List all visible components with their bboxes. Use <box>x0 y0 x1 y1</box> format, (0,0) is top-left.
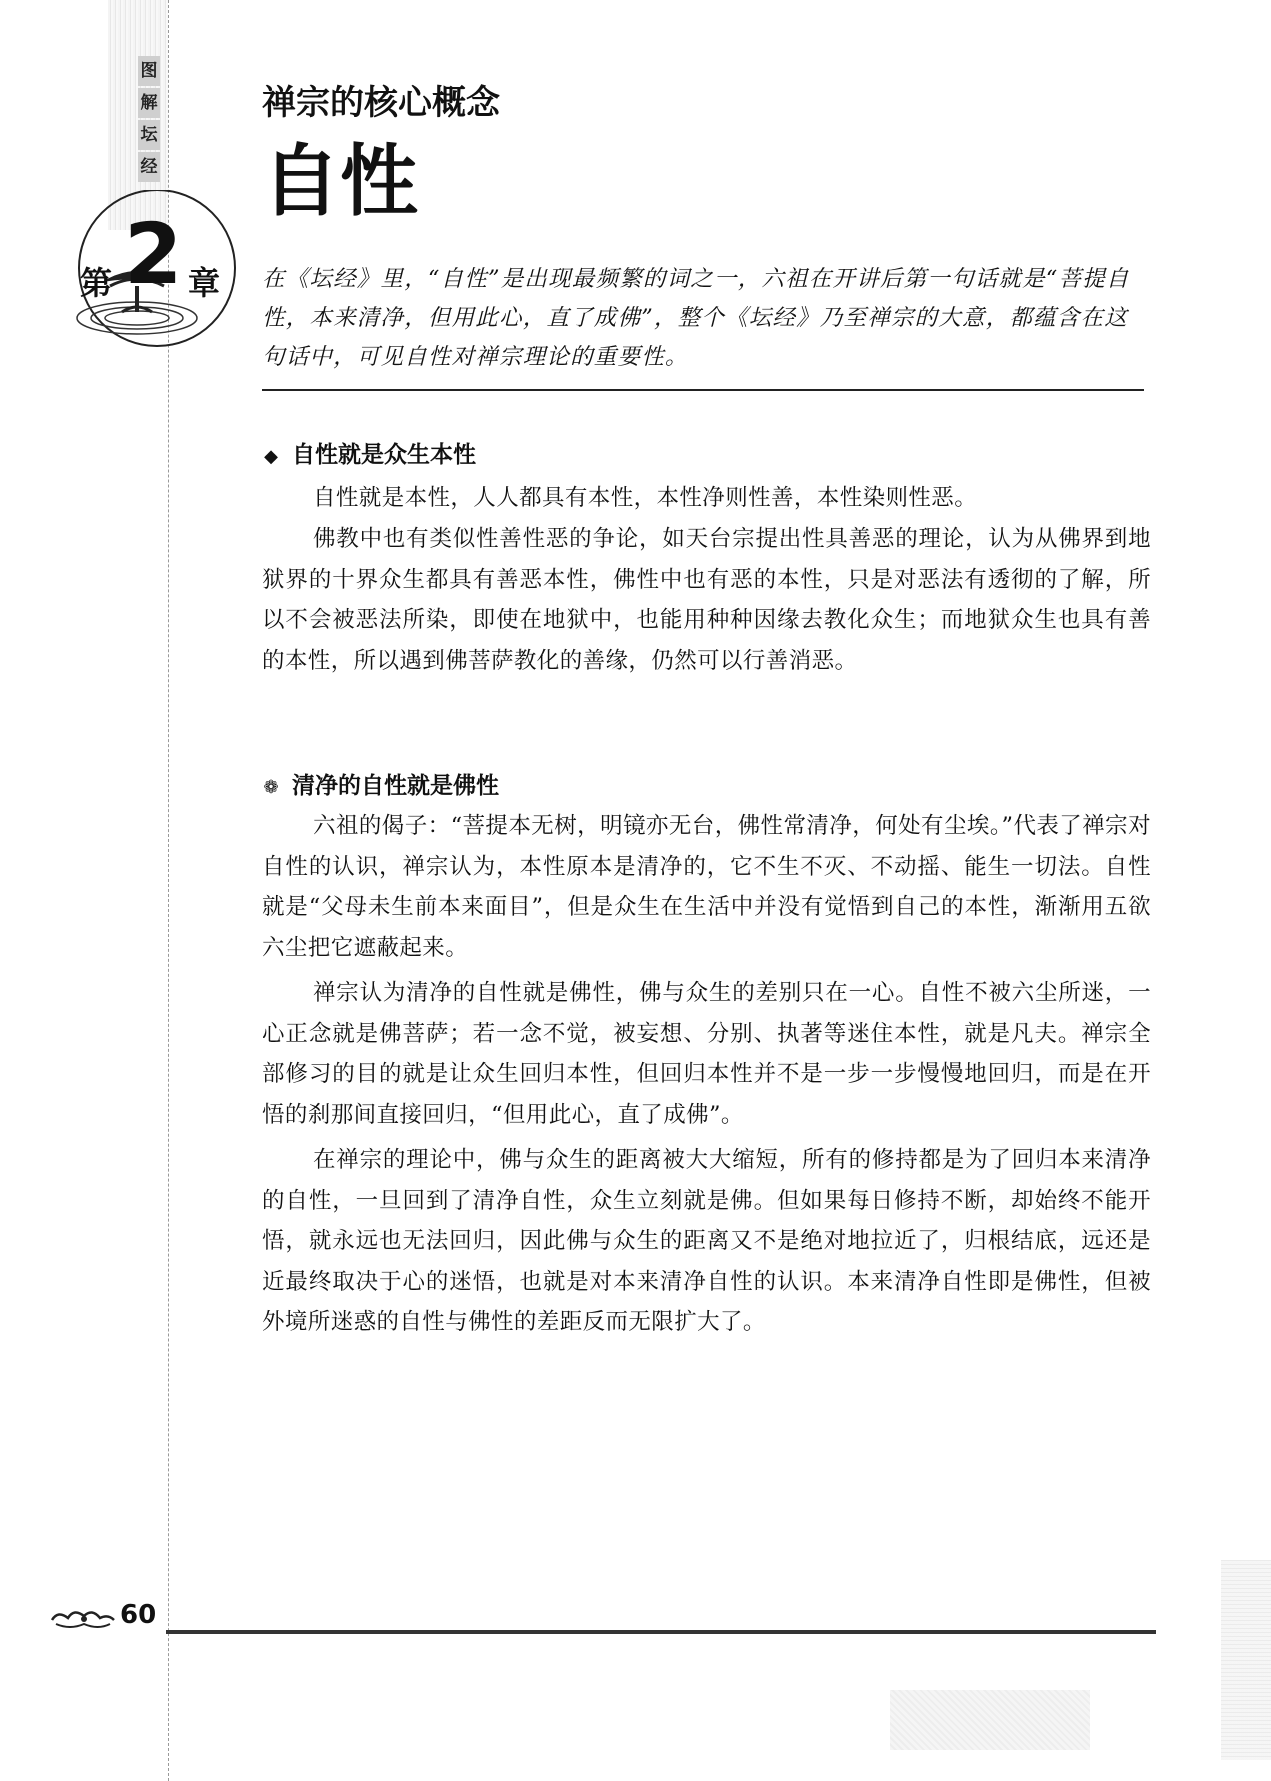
page-footer <box>48 1600 1158 1640</box>
series-char: 图 <box>138 56 160 86</box>
chapter-suffix: 章 <box>188 264 221 302</box>
intro-divider <box>262 389 1144 391</box>
section-heading <box>262 436 476 469</box>
scan-texture <box>1221 1560 1271 1760</box>
page-subtitle: 禅宗的核心概念 <box>262 83 500 123</box>
page-number: 60 <box>120 1600 157 1630</box>
flower-bullet-icon: ❁ <box>263 777 279 798</box>
footer-rule <box>166 1630 1156 1634</box>
section-heading-text: 清净的自性就是佛性 <box>292 773 499 799</box>
scan-texture <box>890 1690 1090 1750</box>
cloud-ornament-icon <box>48 1604 118 1634</box>
book-series-label <box>138 56 160 184</box>
chapter-prefix: 第 <box>80 264 113 302</box>
body-paragraph: 自性就是本性，人人都具有本性，本性净则性善，本性染则性恶。 <box>313 485 978 511</box>
series-char: 坛 <box>138 120 160 150</box>
chapter-badge <box>62 190 262 390</box>
body-paragraph: 佛教中也有类似性善性恶的争论，如天台宗提出性具善恶的理论，认为从佛界到地狱界的十界众生都具有善恶本性，佛性中也有恶的本性，只是对恶法有透彻的了解，所以不会被恶法所染，即使在地狱中，也能用种种因缘去教化众生；而地狱众生也具有善的本性，所以遇到佛菩萨教化的善缘，仍然可以行善消恶。 <box>262 526 1151 674</box>
section-heading <box>262 767 499 800</box>
body-paragraph: 在禅宗的理论中，佛与众生的距离被大大缩短，所有的修持都是为了回归本来清净的自性，一旦回到了清净自性，众生立刻就是佛。但如果每日修持不断，却始终不能开悟，就永远也无法回归，因此佛与众生的距离又不是绝对地拉近了，归根结底，远还是近最终取决于心的迷悟，也就是对本来清净自性的认识。本来清净自性即是佛性，但被外境所迷惑的自性与佛性的差距反而无限扩大了。 <box>262 1147 1151 1335</box>
page-title: 自性 <box>262 137 419 227</box>
chapter-number: 2 <box>124 205 183 303</box>
series-char: 解 <box>138 88 160 118</box>
section-heading-text: 自性就是众生本性 <box>292 442 476 468</box>
series-char: 经 <box>138 152 160 182</box>
body-paragraph: 禅宗认为清净的自性就是佛性，佛与众生的差别只在一心。自性不被六尘所迷，一心正念就是佛菩萨；若一念不觉，被妄想、分别、执著等迷住本性，就是凡夫。禅宗全部修习的目的就是让众生回归本性，但回归本性并不是一步一步慢慢地回归，而是在开悟的刹那间直接回归，“但用此心，直了成佛”。 <box>262 980 1151 1128</box>
body-paragraph: 六祖的偈子：“菩提本无树，明镜亦无台，佛性常清净，何处有尘埃。”代表了禅宗对自性的认识，禅宗认为，本性原本是清净的，它不生不灭、不动摇、能生一切法。自性就是“父母未生前本来面目”，但是众生在生活中并没有觉悟到自己的本性，渐渐用五欲六尘把它遮蔽起来。 <box>262 813 1151 961</box>
diamond-bullet-icon: ◆ <box>264 446 278 467</box>
intro-paragraph: 在《坛经》里，“自性”是出现最频繁的词之一，六祖在开讲后第一句话就是“菩提自性，本来清净，但用此心，直了成佛”，整个《坛经》乃至禅宗的大意，都蕴含在这句话中，可见自性对禅宗理论的重要性。 <box>262 266 1130 370</box>
